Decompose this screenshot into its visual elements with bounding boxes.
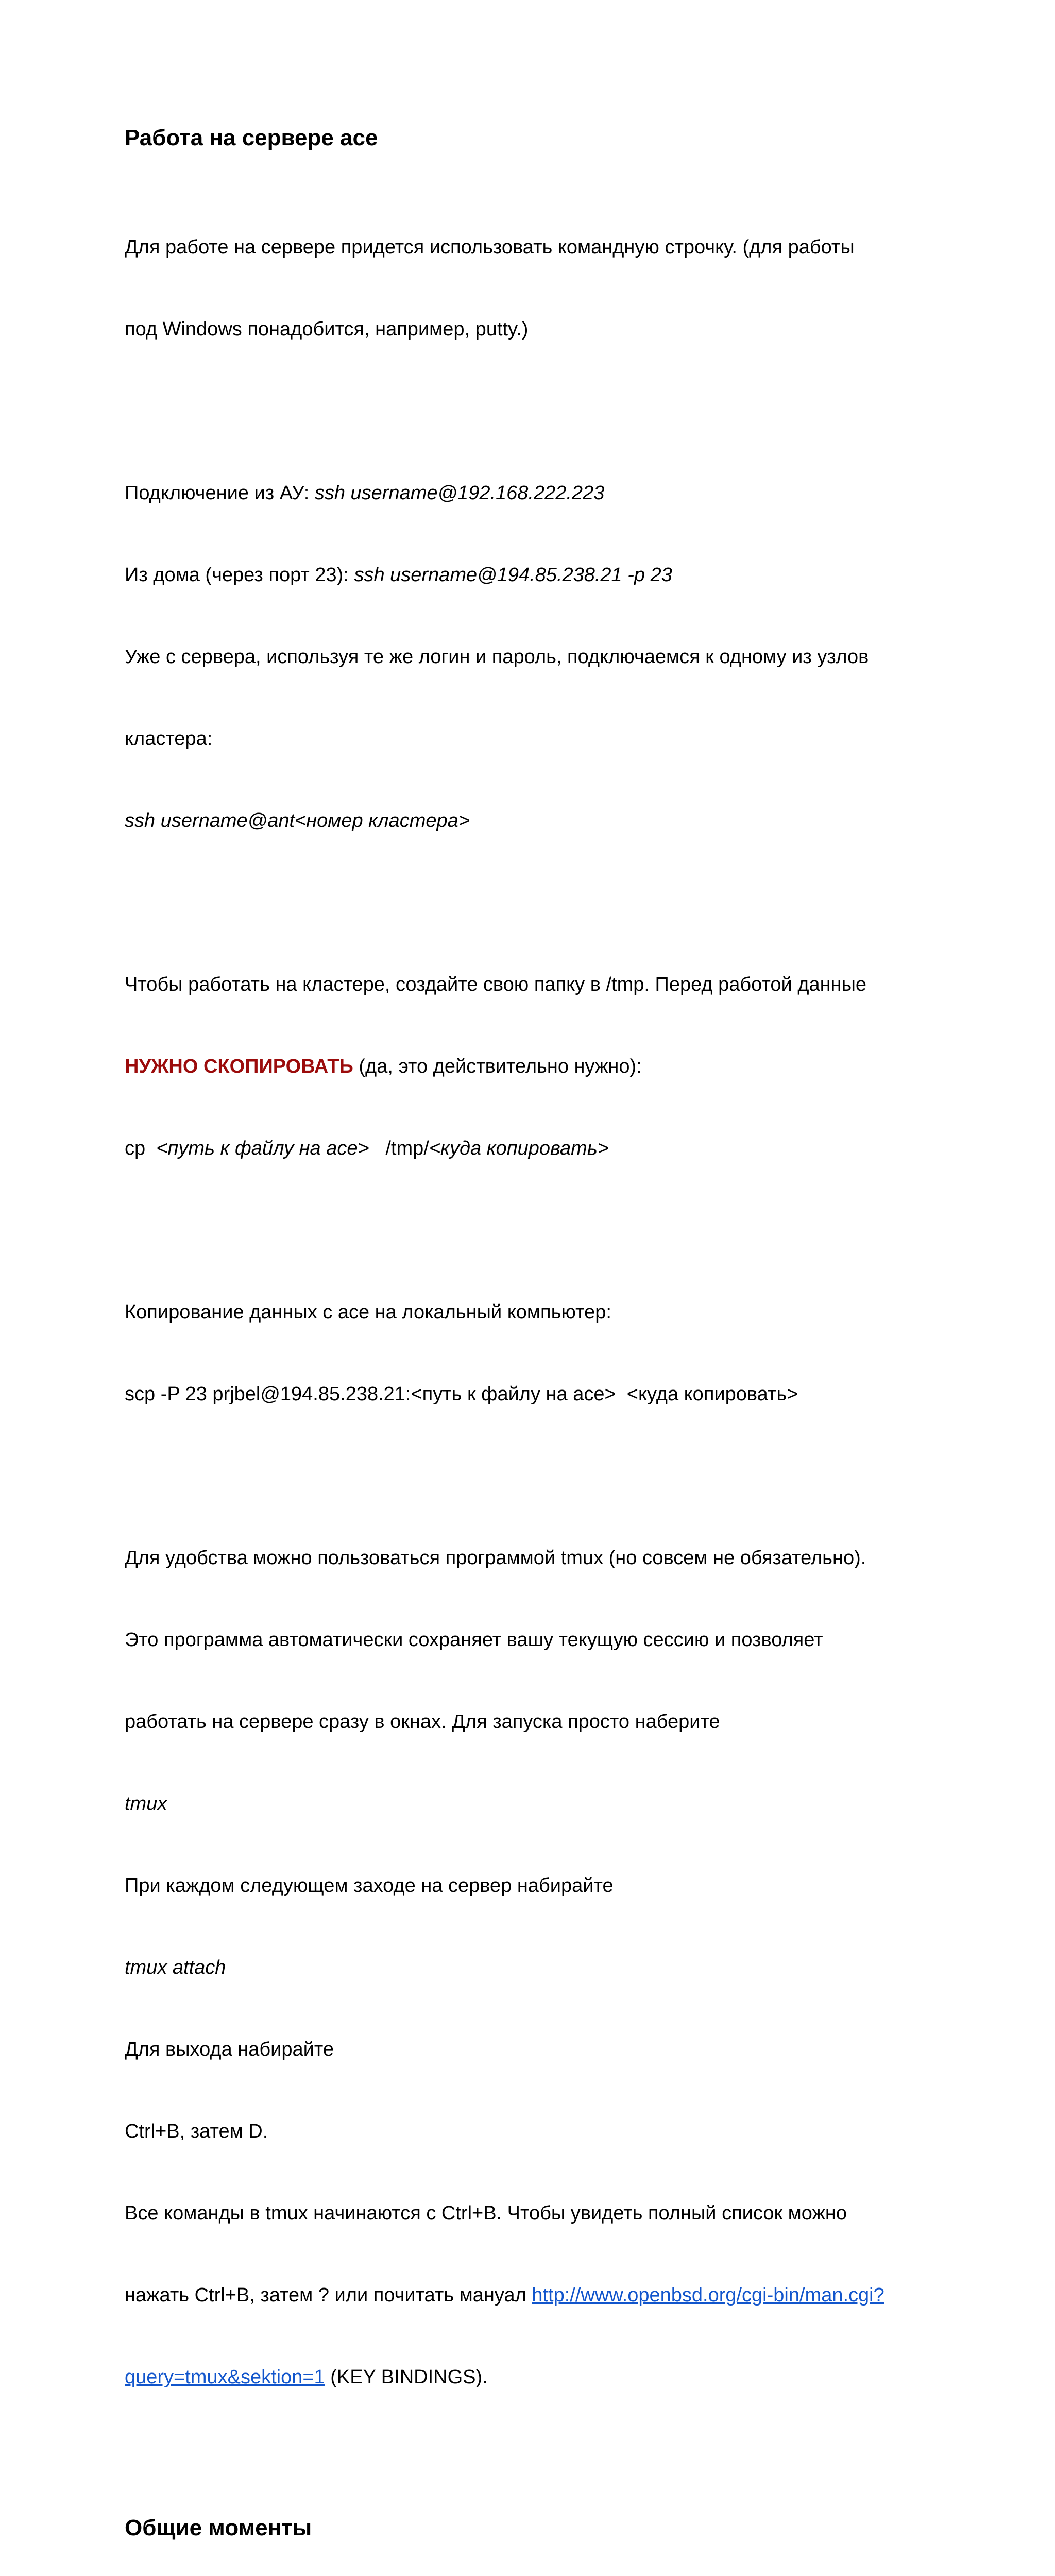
cluster-command: ssh username@ant<номер кластера> (125, 810, 470, 832)
general-paragraph (125, 2569, 973, 2576)
must-copy-rest: (да, это действительно нужно): (353, 1056, 642, 1077)
scp-paragraph (125, 1244, 973, 1463)
cp-source: <путь к файлу на ace> (156, 1138, 369, 1159)
cp-destination: <куда копировать> (429, 1138, 609, 1159)
connection-paragraph (125, 425, 973, 889)
cp-mid: /tmp/ (369, 1138, 429, 1159)
intro-line: под Windows понадобится, например, putty.) (125, 318, 529, 340)
scp-command: scp -P 23 prjbel@194.85.238.21:<путь к файлу на ace> <куда копировать> (125, 1383, 798, 1405)
exit-label: Для выхода набирайте (125, 2039, 334, 2060)
attach-command: tmux attach (125, 1957, 226, 1978)
intro-line: Для работе на сервере придется использовать командную строчку. (для работы (125, 236, 855, 258)
manual-line (125, 2282, 973, 2309)
manual-link[interactable]: http://www.openbsd.org/cgi-bin/man.cgi? (532, 2284, 884, 2306)
manual-prefix: нажать Ctrl+B, затем ? или почитать мануал (125, 2284, 532, 2306)
scp-label: Копирование данных с ace на локальный компьютер: (125, 1301, 611, 1323)
must-copy-line (125, 1053, 973, 1080)
cp-prefix: cp (125, 1138, 157, 1159)
manual-line-cont (125, 2364, 973, 2391)
tmux-paragraph (125, 1490, 973, 2446)
connect-au-label: Подключение из АУ: (125, 482, 315, 504)
tmp-line: Чтобы работать на кластере, создайте свою папку в /tmp. Перед работой данные (125, 974, 867, 995)
cluster-line: Уже с сервера, используя те же логин и пароль, подключаемся к одному из узлов (125, 646, 869, 668)
manual-suffix: (KEY BINDINGS). (325, 2366, 488, 2388)
all-commands-line: Все команды в tmux начинаются с Ctrl+B. Чтобы увидеть полный список можно (125, 2202, 847, 2224)
manual-link-cont[interactable]: query=tmux&sektion=1 (125, 2366, 325, 2388)
tmux-line: работать на сервере сразу в окнах. Для запуска просто наберите (125, 1711, 720, 1733)
section-heading-ace: Работа на сервере ace (125, 125, 378, 150)
attach-label: При каждом следующем заходе на сервер набирайте (125, 1875, 614, 1896)
exit-keys: Ctrl+B, затем D. (125, 2121, 268, 2142)
intro-paragraph (125, 179, 973, 398)
tmux-command: tmux (125, 1793, 167, 1815)
tmux-line: Для удобства можно пользоваться программой tmux (но совсем не обязательно). (125, 1547, 866, 1569)
tmp-copy-paragraph (125, 917, 973, 1217)
connect-home-label: Из дома (через порт 23): (125, 564, 354, 586)
connect-au-command: ssh username@192.168.222.223 (314, 482, 605, 504)
must-copy-warning: НУЖНО СКОПИРОВАТЬ (125, 1056, 353, 1077)
section-heading-general: Общие моменты (125, 2515, 312, 2540)
cluster-line: кластера: (125, 728, 213, 750)
connect-au-line (125, 480, 973, 507)
connect-home-command: ssh username@194.85.238.21 -p 23 (354, 564, 672, 586)
cp-command-line (125, 1135, 973, 1162)
connect-home-line (125, 562, 973, 589)
tmux-line: Это программа автоматически сохраняет вашу текущую сессию и позволяет (125, 1629, 823, 1651)
